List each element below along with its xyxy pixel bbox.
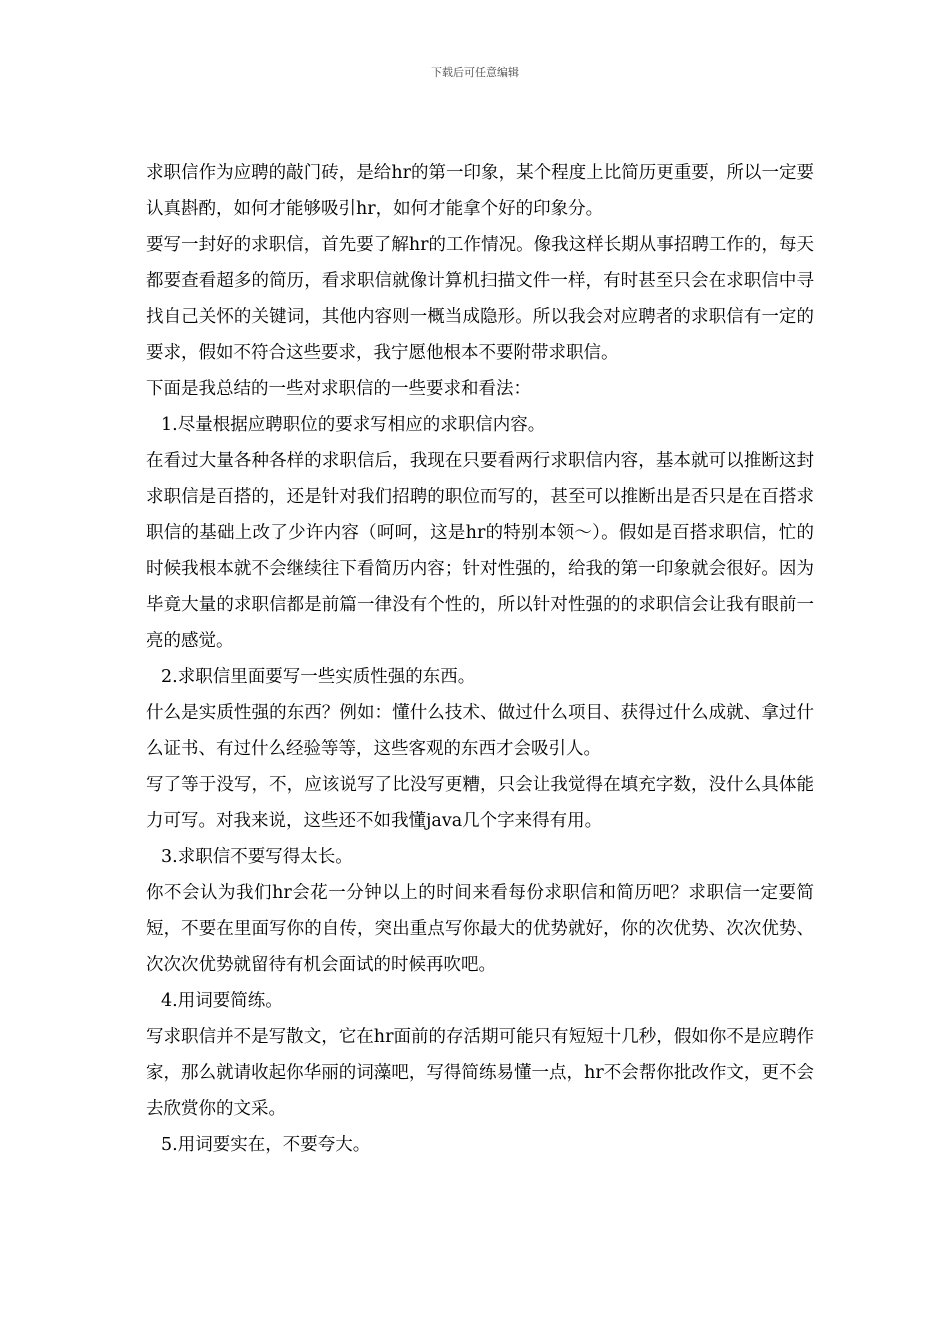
paragraph-point-2b: 写了等于没写，不，应该说写了比没写更糟，只会让我觉得在填充字数，没什么具体能力可写。对我来说，这些还不如我懂java几个字来得有用。 [146,775,814,831]
document-body [146,155,814,1163]
list-item-heading-1: 1.尽量根据应聘职位的要求写相应的求职信内容。 [161,415,546,435]
list-item-heading-2: 2.求职信里面要写一些实质性强的东西。 [161,667,476,687]
list-item-heading-4: 4.用词要简练。 [161,991,283,1011]
page-header: 下载后可任意编辑 [431,66,519,79]
list-item-heading-5: 5.用词要实在，不要夸大。 [161,1135,371,1155]
paragraph-hr-work: 要写一封好的求职信，首先要了解hr的工作情况。像我这样长期从事招聘工作的，每天都要查看超多的简历，看求职信就像计算机扫描文件一样，有时甚至只会在求职信中寻找自己关怀的关键词，其他内容则一概当成隐形。所以我会对应聘者的求职信有一定的要求，假如不符合这些要求，我宁愿他根本不要附带求职信。 [146,235,814,363]
paragraph-point-3: 你不会认为我们hr会花一分钟以上的时间来看每份求职信和简历吧？求职信一定要简短，不要在里面写你的自传，突出重点写你最大的优势就好，你的次优势、次次优势、次次次优势就留待有机会面试的时候再吹吧。 [146,883,814,975]
paragraph-point-4: 写求职信并不是写散文，它在hr面前的存活期可能只有短短十几秒，假如你不是应聘作家，那么就请收起你华丽的词藻吧，写得简练易懂一点，hr不会帮你批改作文，更不会去欣赏你的文采。 [146,1027,814,1119]
list-item-heading-3: 3.求职信不要写得太长。 [161,847,353,867]
paragraph-point-2a: 什么是实质性强的东西？例如：懂什么技术、做过什么项目、获得过什么成就、拿过什么证书、有过什么经验等等，这些客观的东西才会吸引人。 [146,703,814,759]
paragraph-summary-lead: 下面是我总结的一些对求职信的一些要求和看法： [146,379,531,399]
paragraph-intro: 求职信作为应聘的敲门砖，是给hr的第一印象，某个程度上比简历更重要，所以一定要认真斟酌，如何才能够吸引hr，如何才能拿个好的印象分。 [146,163,814,219]
paragraph-point-1: 在看过大量各种各样的求职信后，我现在只要看两行求职信内容，基本就可以推断这封求职信是百搭的，还是针对我们招聘的职位而写的，甚至可以推断出是否只是在百搭求职信的基础上改了少许内容（呵呵，这是hr的特别本领～）。假如是百搭求职信，忙的时候我根本就不会继续往下看简历内容；针对性强的，给我的第一印象就会很好。因为毕竟大量的求职信都是前篇一律没有个性的，所以针对性强的的求职信会让我有眼前一亮的感觉。 [146,451,814,651]
